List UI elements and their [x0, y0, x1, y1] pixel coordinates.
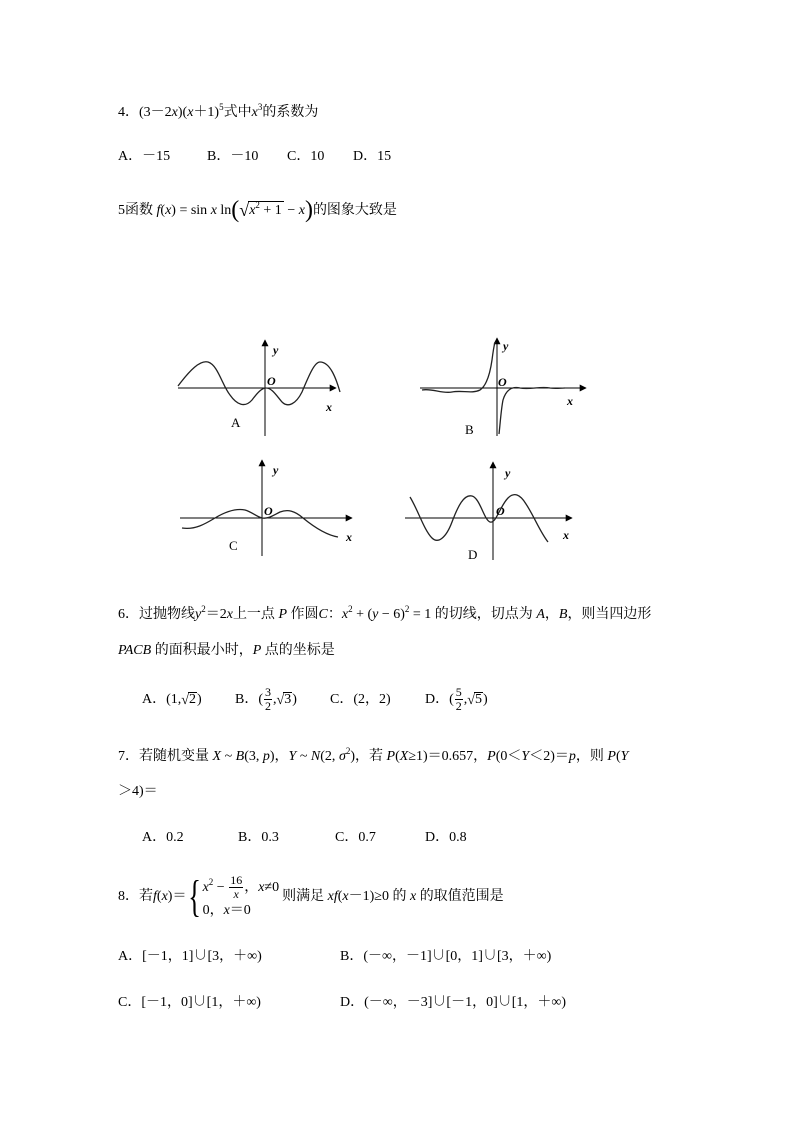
y-axis-label: y — [503, 339, 509, 353]
question-6-options — [0, 684, 794, 716]
stem-text: ) = sin — [171, 203, 211, 218]
option-a — [118, 947, 262, 967]
stem-text: 作圆 — [287, 607, 319, 622]
stem-text: ，则 — [575, 749, 608, 764]
radicand — [248, 201, 284, 219]
option-value: (－∞，－3]∪[－1，0]∪[1，＋∞) — [364, 995, 567, 1010]
fraction — [455, 686, 463, 713]
option-b — [207, 147, 258, 167]
option-value: 0.7 — [358, 830, 376, 845]
x-axis-label: x — [346, 530, 352, 544]
question-number: 5 — [118, 203, 125, 218]
exponent: 2 — [208, 877, 214, 887]
math-variable: f — [333, 889, 338, 904]
option-d — [425, 684, 488, 717]
left-brace: { — [188, 872, 202, 921]
question-4-options — [0, 147, 794, 167]
option-label: C． — [287, 149, 311, 164]
stem-text: (3, — [244, 749, 263, 764]
math-variable: x — [187, 105, 194, 120]
question-6-stem-line-1 — [118, 605, 651, 625]
math-variable: x — [342, 889, 349, 904]
option-label: B． — [340, 949, 364, 964]
stem-text: (0＜ — [495, 749, 522, 764]
radicand: 3 — [284, 692, 292, 707]
math-variable: X — [212, 749, 222, 764]
case-2 — [203, 902, 280, 920]
stem-text: 过抛物线 — [139, 607, 195, 622]
option-b — [340, 947, 551, 967]
fraction — [264, 686, 272, 713]
option-d — [353, 147, 391, 167]
stem-text: ＝2 — [205, 607, 227, 622]
graph-d — [405, 462, 572, 562]
option-d — [425, 828, 467, 848]
stem-text: －1)≥0 的 — [348, 889, 410, 904]
stem-text: ， — [544, 607, 559, 622]
math-variable: P — [252, 643, 262, 658]
option-c — [330, 684, 391, 716]
question-number: 8． — [118, 889, 139, 904]
math-variable: x — [298, 203, 305, 218]
math-variable: p — [568, 749, 576, 764]
numerator: 16 — [230, 873, 243, 888]
math-variable: x — [251, 105, 258, 120]
stem-text: 的面积最小时， — [151, 643, 253, 658]
option-value: －15 — [142, 149, 171, 164]
option-c — [335, 828, 376, 848]
stem-text: + ( — [352, 607, 373, 622]
stem-text: − — [213, 880, 229, 895]
x-axis-label: x — [563, 528, 569, 542]
origin-label: O — [498, 375, 507, 389]
stem-text: )， — [269, 749, 289, 764]
radicand: 5 — [474, 692, 482, 707]
stem-text: )，若 — [350, 749, 387, 764]
question-7-stem-line-2 — [118, 782, 158, 802]
math-variable: p — [262, 749, 270, 764]
option-label: B． — [238, 830, 262, 845]
stem-text: 的系数为 — [262, 105, 319, 120]
stem-text: = 1 的切线，切点为 — [409, 607, 537, 622]
stem-text: 0， — [202, 903, 224, 918]
math-variable: PACB — [118, 643, 152, 658]
math-variable: x — [223, 903, 230, 918]
piecewise-function — [186, 874, 279, 920]
stem-text: − — [283, 203, 299, 218]
fraction — [229, 874, 243, 901]
option-a — [142, 684, 202, 717]
option-label: D． — [353, 149, 378, 164]
question-8-options-row-1 — [0, 947, 794, 967]
exponent: 2 — [255, 200, 260, 210]
exponent: 2 — [404, 604, 410, 614]
math-variable: x — [327, 889, 334, 904]
stem-text: 上一点 — [232, 607, 279, 622]
stem-text: ＝0 — [229, 903, 251, 918]
math-variable: x — [202, 880, 209, 895]
stem-text: ( — [337, 889, 343, 904]
numerator: 5 — [455, 685, 462, 700]
math-variable: x — [226, 607, 233, 622]
question-6-stem-line-2 — [118, 641, 335, 661]
option-value: 0.8 — [449, 830, 467, 845]
function-graph-options — [0, 330, 794, 580]
question-number: 6． — [118, 607, 139, 622]
radical-sign: √ — [276, 693, 285, 708]
stem-text: 的图象大致是 — [312, 203, 397, 218]
question-8-stem — [118, 872, 504, 922]
question-number: 7． — [118, 749, 139, 764]
question-5-stem — [118, 197, 397, 224]
math-variable: Y — [620, 749, 629, 764]
y-axis-label: y — [273, 463, 279, 477]
radical-sign: √ — [181, 693, 189, 708]
stem-text: 式中 — [223, 105, 252, 120]
option-label: A． — [118, 149, 143, 164]
math-variable: X — [399, 749, 409, 764]
function-curve — [422, 342, 495, 392]
radicand: 2 — [188, 692, 196, 707]
option-label: C． — [335, 830, 359, 845]
graph-label: A — [231, 415, 241, 430]
stem-text: ， — [244, 880, 259, 895]
graph-b — [420, 338, 586, 437]
option-value: , — [463, 692, 468, 707]
math-variable: N — [310, 749, 321, 764]
math-variable: P — [487, 749, 496, 764]
option-label: B． — [235, 692, 259, 707]
math-variable: x — [161, 889, 168, 904]
graph-label: C — [229, 538, 238, 553]
origin-label: O — [496, 504, 505, 518]
math-variable: P — [607, 749, 616, 764]
stem-text: )＝ — [167, 889, 187, 904]
option-label: A． — [142, 692, 167, 707]
math-variable: x — [171, 105, 178, 120]
option-a — [142, 828, 184, 848]
option-value: (2，2) — [353, 692, 391, 707]
math-variable: x — [409, 889, 417, 904]
option-label: C． — [330, 692, 354, 707]
math-variable: B — [558, 607, 568, 622]
math-variable: x — [210, 203, 217, 218]
stem-text: (3－2 — [139, 105, 172, 120]
option-label: C． — [118, 995, 142, 1010]
question-4-stem — [118, 103, 318, 123]
option-value: －10 — [230, 149, 259, 164]
y-axis-label: y — [273, 343, 279, 357]
math-variable: f — [153, 889, 157, 904]
option-value: 0.3 — [261, 830, 279, 845]
stem-text: ~ — [221, 749, 236, 764]
stem-prefix — [118, 887, 186, 907]
option-value: (－∞，－1]∪[0，1]∪[3，＋∞) — [363, 949, 552, 964]
stem-text: )( — [177, 105, 188, 120]
option-label: B． — [207, 149, 231, 164]
math-variable: x — [165, 203, 172, 218]
option-value: [－1，1]∪[3，＋∞) — [142, 949, 262, 964]
stem-text: ( — [160, 203, 166, 218]
exponent: 5 — [219, 102, 224, 112]
exponent: 2 — [201, 604, 206, 614]
function-curve — [182, 509, 338, 537]
stem-text: ≠0 — [264, 880, 280, 895]
stem-text: 若 — [139, 889, 153, 904]
denominator: 2 — [455, 699, 462, 714]
option-value: 15 — [377, 149, 392, 164]
numerator: 3 — [265, 685, 272, 700]
stem-text: 则满足 — [282, 889, 328, 904]
stem-text: ＜2)＝ — [529, 749, 569, 764]
math-variable: f — [156, 203, 161, 218]
x-axis-label: x — [567, 394, 573, 408]
option-value: 0.2 — [166, 830, 184, 845]
left-parenthesis: ( — [231, 197, 240, 223]
option-a — [118, 147, 170, 167]
stem-text: 的取值范围是 — [416, 889, 504, 904]
denominator: x — [233, 887, 239, 902]
option-value: 10 — [310, 149, 325, 164]
option-c — [118, 993, 261, 1013]
stem-text: ： — [327, 607, 342, 622]
origin-label: O — [267, 374, 276, 388]
stem-text: 函数 — [125, 203, 157, 218]
exponent: 2 — [348, 604, 353, 614]
option-value: ) — [196, 692, 202, 707]
y-axis-label: y — [505, 466, 511, 480]
option-label: A． — [118, 949, 143, 964]
right-parenthesis: ) — [304, 197, 313, 223]
origin-label: O — [264, 504, 273, 518]
case-1 — [203, 874, 280, 902]
x-axis-label: x — [326, 400, 332, 414]
option-value: ( — [449, 692, 454, 707]
math-variable: B — [235, 749, 245, 764]
square-root — [181, 684, 197, 717]
square-root — [277, 684, 293, 717]
option-b — [238, 828, 279, 848]
math-variable: Y — [288, 749, 297, 764]
question-7-stem-line-1 — [118, 747, 628, 767]
stem-text: + 1 — [259, 203, 282, 218]
piecewise-cases — [203, 874, 280, 920]
math-variable: y — [372, 607, 379, 622]
stem-text: ( — [156, 889, 162, 904]
option-value: , — [273, 692, 277, 707]
graph-label: B — [465, 422, 474, 437]
math-variable: x — [258, 880, 265, 895]
exponent: 3 — [257, 102, 263, 112]
stem-text: 点的坐标是 — [261, 643, 335, 658]
function-curve — [178, 362, 340, 405]
graph-label: D — [468, 547, 478, 562]
option-value: ( — [258, 692, 264, 707]
option-b — [235, 684, 297, 717]
graph-a — [178, 340, 340, 436]
stem-suffix — [282, 887, 504, 907]
math-variable: x — [249, 203, 256, 218]
math-variable: y — [195, 607, 202, 622]
stem-text: ＞4)＝ — [118, 784, 158, 799]
square-root — [239, 197, 284, 224]
stem-text: ＋1) — [193, 105, 220, 120]
square-root — [467, 684, 483, 717]
option-label: D． — [425, 830, 450, 845]
stem-text: ，则当四边形 — [567, 607, 652, 622]
math-variable: x — [341, 607, 349, 622]
option-label: A． — [142, 830, 167, 845]
stem-text: ≥1)＝0.657， — [408, 749, 488, 764]
option-value: [－1，0]∪[1，＋∞) — [141, 995, 261, 1010]
question-8-options-row-2 — [0, 993, 794, 1013]
math-variable: P — [278, 607, 287, 622]
stem-text: (2, — [320, 749, 339, 764]
stem-text: ( — [395, 749, 400, 764]
radical-sign: √ — [239, 200, 250, 220]
stem-text: ~ — [296, 749, 311, 764]
stem-text: 若随机变量 — [139, 749, 213, 764]
option-value: ) — [482, 692, 488, 707]
math-variable: σ — [338, 749, 346, 764]
math-variable: Y — [521, 749, 530, 764]
math-variable: A — [536, 607, 545, 622]
graph-c — [180, 460, 352, 556]
option-c — [287, 147, 324, 167]
stem-text: ln — [216, 203, 232, 218]
math-variable: P — [386, 749, 396, 764]
math-variable: C — [318, 607, 328, 622]
radical-sign: √ — [467, 693, 475, 708]
option-value: ) — [292, 692, 297, 707]
option-d — [340, 993, 566, 1013]
option-label: D． — [340, 995, 365, 1010]
stem-text: ( — [615, 749, 621, 764]
question-7-options — [0, 828, 794, 848]
function-curve — [499, 387, 565, 434]
denominator: 2 — [265, 699, 272, 714]
option-value: (1, — [166, 692, 182, 707]
exponent: 2 — [345, 746, 351, 756]
option-label: D． — [425, 692, 450, 707]
question-number: 4． — [118, 105, 139, 120]
stem-text: − 6) — [378, 607, 405, 622]
